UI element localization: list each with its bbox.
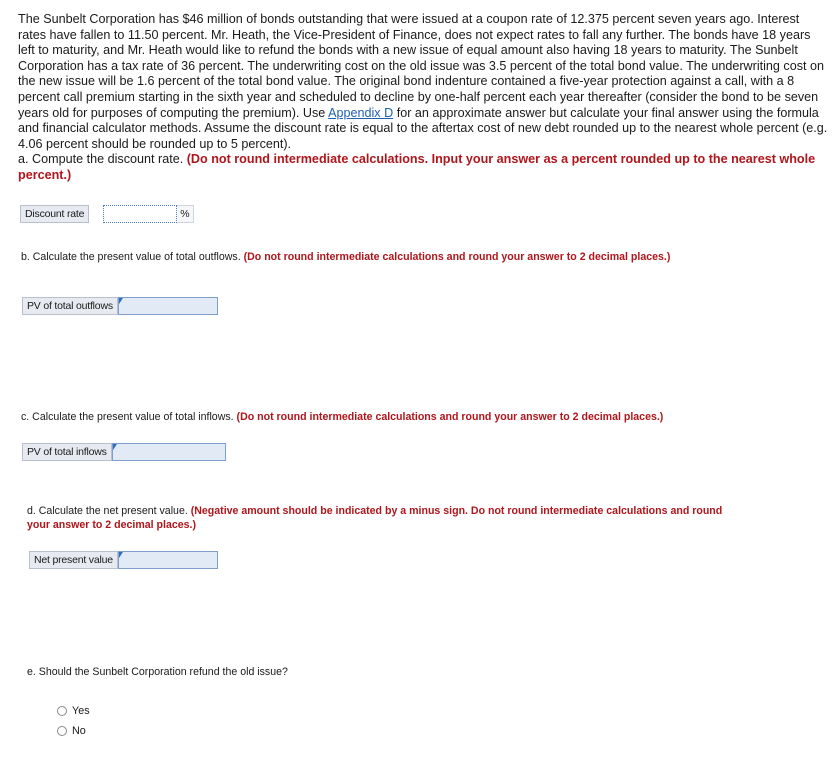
pv-outflows-row	[22, 297, 218, 315]
part-b-instructions: (Do not round intermediate calculations and round your answer to 2 decimal places.)	[243, 251, 671, 263]
percent-unit: %	[177, 205, 193, 223]
part-c-question	[21, 411, 821, 425]
radio-yes-icon[interactable]	[57, 706, 67, 716]
npv-input[interactable]	[118, 551, 218, 569]
pv-outflows-label: PV of total outflows	[22, 297, 118, 315]
part-d-question	[27, 505, 747, 532]
part-d-text: d. Calculate the net present value.	[27, 505, 188, 517]
radio-no-icon[interactable]	[57, 726, 67, 736]
discount-rate-input[interactable]	[103, 205, 177, 223]
pv-outflows-input[interactable]	[118, 297, 218, 315]
npv-label: Net present value	[29, 551, 118, 569]
problem-text: The Sunbelt Corporation has $46 million of bonds outstanding that were issued at a coupon rate of 12.375 percent seven years ago. Interest rates have fallen to 11.50 percent. Mr. Heath, the Vice-President of Finance, does not expect rates to fall any further. The bonds have 18 years left to maturity, and Mr. Heath would like to refund the bonds with a new issue of equal amount also having 18 years to maturity. The Sunbelt Corporation has a tax rate of 36 percent. The underwriting cost on the old issue was 3.5 percent of the total bond value. The underwriting cost on the new issue will be 1.6 percent of the total bond value. The original bond indenture contained a five-year protection against a call, with a 8 percent call premium starting in the sixth year and scheduled to decline by one-half percent each year thereafter (consider the bond to be seven years old for purposes of computing the premium). Use	[18, 12, 825, 120]
part-b-text: b. Calculate the present value of total outflows.	[21, 251, 241, 263]
pv-inflows-row	[22, 443, 226, 461]
part-e-question: e. Should the Sunbelt Corporation refund the old issue?	[27, 666, 288, 678]
part-c-instructions: (Do not round intermediate calculations and round your answer to 2 decimal places.)	[236, 411, 664, 423]
pv-inflows-input[interactable]	[112, 443, 226, 461]
part-b-question	[21, 251, 721, 265]
option-yes[interactable]	[57, 705, 90, 717]
discount-rate-row	[20, 205, 194, 223]
part-c-text: c. Calculate the present value of total inflows.	[21, 411, 234, 423]
option-no-label: No	[72, 725, 86, 737]
discount-rate-label: Discount rate	[20, 205, 89, 223]
appendix-d-link[interactable]: Appendix D	[328, 105, 394, 120]
part-a-instructions: (Do not round intermediate calculations. Input your answer as a percent rounded up to the nearest whole percent.)	[18, 152, 816, 182]
npv-row	[29, 551, 218, 569]
option-no[interactable]	[57, 725, 86, 737]
part-d-instructions: (Negative amount should be indicated by a minus sign. Do not round intermediate calculations and round your answer to 2 decimal places.)	[27, 505, 723, 531]
problem-text-continued: for an approximate answer but calculate your final answer using the formula and financial calculator methods. Assume the discount rate is equal to the aftertax cost of new debt rounded up to the nearest whole percent (e.g. 4.06 percent should be rounded up to 5 percent).	[18, 105, 828, 151]
part-a-question: a. Compute the discount rate.	[18, 152, 184, 167]
problem-statement	[18, 12, 830, 184]
pv-inflows-label: PV of total inflows	[22, 443, 112, 461]
option-yes-label: Yes	[72, 705, 90, 717]
